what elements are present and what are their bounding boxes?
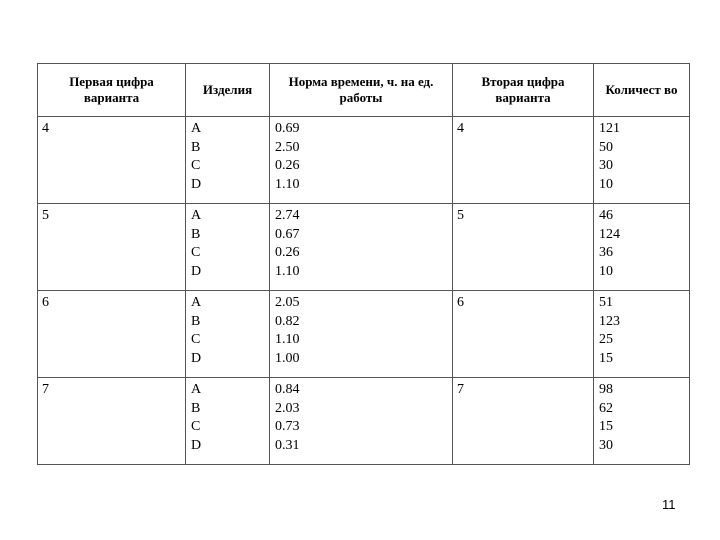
- table-row: [38, 204, 690, 291]
- second-digit-cell: [453, 378, 594, 465]
- variant-table: [37, 63, 690, 465]
- products-cell: [186, 378, 270, 465]
- second-digit-cell-text: 6: [457, 295, 464, 310]
- products-cell-item: D: [191, 350, 202, 366]
- time-norm-cell-item: 1.00: [275, 350, 300, 366]
- header-second-digit: Вторая цифра варианта: [453, 64, 594, 117]
- second-digit-cell: [453, 204, 594, 291]
- second-digit-cell: [453, 117, 594, 204]
- products-cell-item: B: [191, 226, 201, 242]
- products-cell-item: A: [191, 208, 202, 223]
- quantity-cell: [594, 204, 690, 291]
- first-digit-cell: [38, 291, 186, 378]
- quantity-cell-item: 46: [599, 208, 613, 223]
- products-cell-item: B: [191, 139, 201, 155]
- quantity-cell-item: 124: [599, 226, 620, 242]
- time-norm-cell-item: 0.31: [275, 437, 300, 453]
- products-cell: [186, 291, 270, 378]
- first-digit-cell-text: 7: [42, 382, 49, 397]
- products-cell-item: B: [191, 313, 201, 329]
- quantity-cell-item: 50: [599, 139, 613, 155]
- products-cell-item: A: [191, 295, 202, 310]
- table-row: [38, 117, 690, 204]
- time-norm-cell-item: 0.73: [275, 419, 300, 434]
- quantity-cell-item: 123: [599, 313, 620, 329]
- products-cell-item: C: [191, 158, 201, 173]
- time-norm-cell-item: 2.05: [275, 295, 300, 310]
- table-row: [38, 291, 690, 378]
- quantity-cell-item: 10: [599, 176, 613, 192]
- header-time-norm: Норма времени, ч. на ед. работы: [270, 64, 453, 117]
- products-cell-item: D: [191, 437, 202, 453]
- time-norm-cell: [270, 291, 453, 378]
- first-digit-cell: [38, 378, 186, 465]
- products-cell: [186, 204, 270, 291]
- time-norm-cell-item: 0.67: [275, 226, 300, 242]
- quantity-cell-item: 62: [599, 400, 613, 416]
- quantity-cell-item: 15: [599, 419, 613, 434]
- time-norm-cell: [270, 204, 453, 291]
- time-norm-cell-item: 0.69: [275, 121, 300, 136]
- quantity-cell-item: 25: [599, 332, 613, 347]
- time-norm-cell-item: 2.03: [275, 400, 300, 416]
- products-cell-item: A: [191, 121, 202, 136]
- second-digit-cell: [453, 291, 594, 378]
- page-number: 11: [662, 497, 676, 512]
- products-cell-item: C: [191, 245, 201, 260]
- quantity-cell-item: 98: [599, 382, 613, 397]
- time-norm-cell: [270, 117, 453, 204]
- products-cell-item: C: [191, 419, 201, 434]
- quantity-cell-item: 10: [599, 263, 613, 279]
- time-norm-cell-item: 1.10: [275, 263, 300, 279]
- time-norm-cell-item: 0.26: [275, 245, 300, 260]
- quantity-cell-item: 121: [599, 121, 620, 136]
- quantity-cell: [594, 117, 690, 204]
- quantity-cell-item: 51: [599, 295, 613, 310]
- first-digit-cell: [38, 204, 186, 291]
- second-digit-cell-text: 7: [457, 382, 464, 397]
- quantity-cell-item: 15: [599, 350, 613, 366]
- header-quantity: Количест во: [594, 64, 690, 117]
- header-products: Изделия: [186, 64, 270, 117]
- products-cell-item: D: [191, 263, 202, 279]
- products-cell-item: C: [191, 332, 201, 347]
- header-first-digit: Первая цифра варианта: [38, 64, 186, 117]
- time-norm-cell-item: 1.10: [275, 176, 300, 192]
- first-digit-cell: [38, 117, 186, 204]
- second-digit-cell-text: 4: [457, 121, 464, 136]
- products-cell: [186, 117, 270, 204]
- first-digit-cell-text: 4: [42, 121, 49, 136]
- time-norm-cell-item: 0.26: [275, 158, 300, 173]
- time-norm-cell-item: 2.74: [275, 208, 300, 223]
- quantity-cell: [594, 378, 690, 465]
- time-norm-cell: [270, 378, 453, 465]
- header-row: [38, 64, 690, 117]
- first-digit-cell-text: 5: [42, 208, 49, 223]
- products-cell-item: B: [191, 400, 201, 416]
- first-digit-cell-text: 6: [42, 295, 49, 310]
- time-norm-cell-item: 0.84: [275, 382, 300, 397]
- products-cell-item: D: [191, 176, 202, 192]
- quantity-cell: [594, 291, 690, 378]
- time-norm-cell-item: 2.50: [275, 139, 300, 155]
- quantity-cell-item: 36: [599, 245, 613, 260]
- time-norm-cell-item: 1.10: [275, 332, 300, 347]
- quantity-cell-item: 30: [599, 437, 613, 453]
- time-norm-cell-item: 0.82: [275, 313, 300, 329]
- products-cell-item: A: [191, 382, 202, 397]
- table-row: [38, 378, 690, 465]
- second-digit-cell-text: 5: [457, 208, 464, 223]
- quantity-cell-item: 30: [599, 158, 613, 173]
